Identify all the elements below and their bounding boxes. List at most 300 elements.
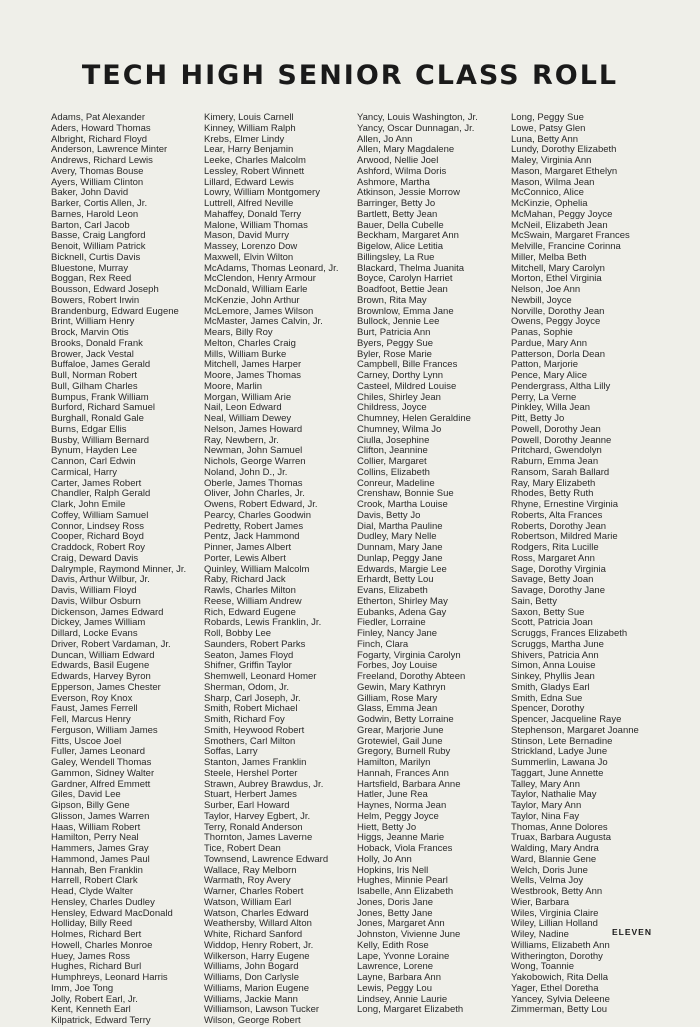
student-name: Clifton, Jeannine	[357, 445, 428, 457]
student-name: Hoback, Viola Frances	[357, 843, 453, 854]
student-name: Roberts, Alta Frances	[511, 509, 603, 521]
student-name: Nelson, James Howard	[204, 423, 303, 435]
student-name: Lear, Harry Benjamin	[204, 144, 294, 156]
student-name: Stuart, Herbert James	[204, 789, 297, 801]
student-name: Hammers, James Gray	[51, 843, 149, 854]
student-name: Lindsey, Annie Laurie	[357, 993, 448, 1005]
student-name: White, Richard Sanford	[204, 929, 303, 940]
student-name: Evans, Elizabeth	[357, 585, 428, 596]
student-name: Bynum, Hayden Lee	[51, 445, 138, 457]
student-name: Bull, Gilham Charles	[51, 380, 138, 392]
student-name: Nail, Leon Edward	[204, 402, 282, 414]
student-name: McLemore, James Wilson	[204, 305, 314, 317]
student-name: Malone, William Thomas	[204, 219, 308, 231]
student-name: Davis, Arthur Wilbur, Jr.	[51, 574, 150, 586]
student-name: Allen, Mary Magdalene	[357, 144, 455, 156]
student-name: Holliday, Billy Reed	[51, 918, 133, 930]
student-name: Witherington, Dorothy	[511, 950, 603, 962]
student-name: Shifner, Griffin Taylor	[204, 660, 292, 672]
student-name: Brock, Marvin Otis	[51, 327, 129, 338]
student-name: Basse, Craig Langford	[51, 230, 146, 242]
student-name: Carmical, Harry	[51, 466, 117, 478]
student-name: Saunders, Robert Parks	[204, 638, 306, 650]
student-name: Mason, David Murry	[204, 230, 289, 242]
student-name: Hensley, Charles Dudley	[51, 896, 155, 908]
roll-column-1	[51, 113, 221, 1027]
student-name: Melville, Francine Corinna	[511, 241, 621, 252]
student-name: Seaton, James Floyd	[204, 649, 294, 661]
student-name: Westbrook, Betty Ann	[511, 886, 603, 897]
student-name: Barringer, Betty Jo	[357, 198, 436, 209]
student-name: Smith, Heywood Robert	[204, 724, 305, 736]
student-name: Fuller, James Leonard	[51, 746, 145, 758]
student-name: Higgs, Jeanne Marie	[357, 832, 445, 844]
student-name: Walding, Mary Andra	[511, 843, 599, 854]
student-name: Crook, Martha Louise	[357, 499, 448, 510]
student-name: Lundy, Dorothy Elizabeth	[511, 144, 617, 156]
student-name: Grotewiel, Gail June	[357, 735, 443, 747]
student-name: Dunlap, Peggy Jane	[357, 552, 443, 564]
student-name: McDonald, William Earle	[204, 284, 308, 295]
student-name: Brower, Jack Vestal	[51, 348, 134, 360]
student-name: McSwain, Margaret Frances	[511, 230, 630, 242]
student-name: Coffey, William Samuel	[51, 509, 149, 521]
student-name: Surber, Earl Howard	[204, 800, 290, 811]
student-name: Kimery, Louis Carnell	[204, 113, 294, 123]
student-name: Hughes, Richard Burl	[51, 961, 142, 973]
student-name: Hannah, Frances Ann	[357, 767, 449, 779]
student-name: Brooks, Donald Frank	[51, 337, 143, 349]
student-name: Fiedler, Lorraine	[357, 617, 426, 629]
student-name: Pence, Mary Alice	[511, 370, 588, 381]
student-name: Allen, Jo Ann	[357, 133, 413, 145]
student-name: Newbill, Joyce	[511, 294, 572, 306]
student-name: Yancy, Oscar Dunnagan, Jr.	[357, 122, 475, 134]
student-name: Burt, Patricia Ann	[357, 327, 431, 338]
student-name: Powell, Dorothy Jeanne	[511, 434, 612, 446]
student-name: Williams, Don Carlysle	[204, 972, 300, 983]
student-name: Morgan, William Arie	[204, 391, 292, 403]
student-name: Hammond, James Paul	[51, 853, 150, 865]
student-name: Bull, Norman Robert	[51, 370, 138, 381]
student-name: Haas, William Robert	[51, 821, 141, 833]
student-name: Strawn, Aubrey Brawdus, Jr.	[204, 778, 324, 790]
student-name: Ayers, William Clinton	[51, 176, 144, 188]
student-name: Eubanks, Adena Gay	[357, 606, 447, 618]
student-name: Albright, Richard Floyd	[51, 133, 148, 145]
student-name: Warmath, Roy Avery	[204, 875, 291, 887]
student-name: Wilson, George Robert	[204, 1015, 301, 1026]
student-name: Wier, Barbara	[511, 896, 570, 908]
student-name: Melton, Charles Craig	[204, 337, 296, 349]
student-name: Ferguson, William James	[51, 724, 158, 736]
student-name: Widdop, Henry Robert, Jr.	[204, 939, 314, 951]
student-name: Gregory, Burnell Ruby	[357, 746, 451, 758]
student-name: Kinney, William Ralph	[204, 122, 296, 134]
student-name: Wells, Velma Joy	[511, 875, 584, 887]
student-name: Pitt, Betty Jo	[511, 413, 565, 424]
student-name: Shivers, Patricia Ann	[511, 649, 599, 661]
page-title: TECH HIGH SENIOR CLASS ROLL	[81, 60, 619, 91]
student-name: Norville, Dorothy Jean	[511, 305, 605, 317]
student-name: Epperson, James Chester	[51, 681, 161, 693]
student-name: Fitts, Uscoe Joel	[51, 735, 122, 747]
student-name: Massey, Lorenzo Dow	[204, 241, 298, 252]
student-name: Pedretty, Robert James	[204, 520, 304, 532]
student-name: Moore, Marlin	[204, 380, 263, 392]
student-name: Pritchard, Gwendolyn	[511, 445, 602, 457]
student-name: Burns, Edgar Ellis	[51, 423, 127, 435]
student-name: Spencer, Dorothy	[511, 703, 585, 715]
student-name: Lowry, William Montgomery	[204, 187, 320, 199]
student-name: Haynes, Norma Jean	[357, 800, 447, 811]
student-name: Yancey, Sylvia Deleene	[511, 993, 610, 1005]
student-name: Fogarty, Virginia Carolyn	[357, 649, 461, 661]
student-name: Ashmore, Martha	[357, 176, 430, 188]
student-name: Glass, Emma Jean	[357, 703, 438, 715]
student-name: Edwards, Margie Lee	[357, 563, 447, 575]
student-name: Everson, Roy Knox	[51, 692, 133, 704]
student-name: Edwards, Basil Eugene	[51, 660, 150, 672]
student-name: Mears, Billy Roy	[204, 327, 273, 338]
roll-column-2	[204, 113, 374, 1027]
student-name: Howell, Charles Monroe	[51, 939, 153, 951]
student-name: Rhodes, Betty Ruth	[511, 488, 594, 500]
student-name: Porter, Lewis Albert	[204, 552, 286, 564]
student-name: Barton, Carl Jacob	[51, 219, 130, 231]
student-name: Hughes, Minnie Pearl	[357, 875, 448, 887]
student-name: Humphreys, Leonard Harris	[51, 972, 168, 983]
student-name: Smith, Gladys Earl	[511, 681, 590, 693]
student-name: Roberts, Dorothy Jean	[511, 520, 607, 532]
student-name: Taylor, Nina Fay	[511, 810, 580, 822]
student-name: Bousson, Edward Joseph	[51, 284, 159, 295]
student-name: Perry, La Verne	[511, 391, 577, 403]
student-name: Collins, Elizabeth	[357, 466, 430, 478]
student-name: Soffas, Larry	[204, 746, 258, 758]
student-name: Brownlow, Emma Jane	[357, 305, 454, 317]
roll-column-4	[511, 113, 681, 1016]
student-name: Grear, Marjorie June	[357, 724, 444, 736]
student-name: Rawls, Charles Milton	[204, 585, 296, 596]
student-name: Sharp, Carl Joseph, Jr.	[204, 692, 301, 704]
student-name: Lewis, Peggy Lou	[357, 982, 432, 994]
student-name: Edwards, Harvey Byron	[51, 671, 151, 682]
student-name: Williams, Marion Eugene	[204, 982, 310, 994]
student-name: Stinson, Lete Bernadine	[511, 735, 613, 747]
student-name: Williamson, Lawson Tucker	[204, 1004, 320, 1016]
student-name: Dalrymple, Raymond Minner, Jr.	[51, 563, 187, 575]
student-name: Pardue, Mary Ann	[511, 337, 588, 349]
student-name: Robards, Lewis Franklin, Jr.	[204, 617, 322, 629]
student-name: Jolly, Robert Earl, Jr.	[51, 993, 138, 1005]
student-name: Forbes, Joy Louise	[357, 660, 438, 672]
student-name: Yancy, Louis Washington, Jr.	[357, 113, 478, 123]
student-name: Freeland, Dorothy Abteen	[357, 671, 466, 682]
student-name: Spencer, Jacqueline Raye	[511, 714, 622, 725]
student-name: Benoit, William Patrick	[51, 241, 146, 252]
student-name: Bowers, Robert Irwin	[51, 294, 140, 306]
student-name: Lessley, Robert Winnett	[204, 165, 305, 177]
student-name: Pinner, James Albert	[204, 542, 292, 553]
student-name: Brown, Rita May	[357, 294, 427, 306]
student-name: Zimmerman, Betty Lou	[511, 1004, 608, 1016]
student-name: Neal, William Dewey	[204, 413, 292, 424]
student-name: McConnico, Alice	[511, 187, 584, 199]
student-name: Raburn, Emma Jean	[511, 456, 599, 467]
student-name: McMahan, Peggy Joyce	[511, 208, 613, 220]
student-name: Carney, Dorthy Lynn	[357, 370, 444, 381]
student-name: Dickey, James William	[51, 617, 146, 629]
student-name: Strickland, Ladye June	[511, 746, 608, 758]
student-name: Kent, Kenneth Earl	[51, 1004, 131, 1016]
student-name: Johnston, Vivienne June	[357, 929, 461, 940]
student-name: Chandler, Ralph Gerald	[51, 488, 151, 500]
student-name: Holly, Jo Ann	[357, 853, 412, 865]
student-name: Collier, Margaret	[357, 456, 427, 467]
student-name: Godwin, Betty Lorraine	[357, 714, 454, 725]
student-name: Beckham, Margaret Ann	[357, 230, 459, 242]
student-name: McMaster, James Calvin, Jr.	[204, 316, 323, 328]
student-name: Luttrell, Alfred Neville	[204, 198, 294, 209]
student-name: Sherman, Odom, Jr.	[204, 681, 290, 693]
student-name: Helm, Peggy Joyce	[357, 810, 439, 822]
student-name: Yakobowich, Rita Della	[511, 972, 608, 983]
student-name: Ray, Mary Elizabeth	[511, 477, 596, 489]
student-name: Watson, William Earl	[204, 896, 292, 908]
student-name: Scott, Patricia Joan	[511, 617, 593, 629]
student-name: McKenzie, John Arthur	[204, 294, 300, 306]
student-name: Burghall, Ronald Gale	[51, 413, 144, 424]
student-name: Truax, Barbara Augusta	[511, 832, 611, 844]
student-name: Brandenburg, Edward Eugene	[51, 305, 179, 317]
student-name: Billingsley, La Rue	[357, 251, 435, 263]
student-name: Smothers, Carl Milton	[204, 735, 296, 747]
student-name: Jones, Betty Jane	[357, 907, 433, 919]
student-name: Lape, Yvonne Loraine	[357, 950, 450, 962]
student-name: Taylor, Harvey Egbert, Jr.	[204, 810, 311, 822]
student-name: Finch, Clara	[357, 638, 409, 650]
student-name: Mitchell, Mary Carolyn	[511, 262, 605, 274]
student-name: Connor, Lindsey Ross	[51, 520, 144, 532]
student-name: Townsend, Lawrence Edward	[204, 853, 329, 865]
student-name: Sage, Dorothy Virginia	[511, 563, 606, 575]
student-name: Finley, Nancy Jane	[357, 628, 438, 639]
student-name: Williams, Elizabeth Ann	[511, 939, 610, 951]
student-name: Jones, Doris Jane	[357, 896, 434, 908]
student-name: Craig, Deward Davis	[51, 552, 139, 564]
student-name: Saxon, Betty Sue	[511, 606, 585, 618]
student-name: Mahaffey, Donald Terry	[204, 208, 302, 220]
student-name: Wilkerson, Harry Eugene	[204, 950, 310, 962]
student-name: Craddock, Robert Roy	[51, 542, 145, 553]
student-name: Mills, William Burke	[204, 348, 287, 360]
student-name: Hamilton, Marilyn	[357, 757, 431, 768]
student-name: Oliver, John Charles, Jr.	[204, 488, 305, 500]
student-name: Glisson, James Warren	[51, 810, 150, 822]
student-name: Giles, David Lee	[51, 789, 121, 801]
student-name: Baker, John David	[51, 187, 129, 199]
student-name: Gewin, Mary Kathryn	[357, 681, 446, 693]
student-name: Raby, Richard Jack	[204, 574, 286, 586]
student-name: Talley, Mary Ann	[511, 778, 580, 790]
student-name: Leeke, Charles Malcolm	[204, 155, 306, 166]
student-name: Ray, Newbern, Jr.	[204, 434, 279, 446]
student-name: Mason, Wilma Jean	[511, 176, 595, 188]
student-name: Cannon, Carl Edwin	[51, 456, 136, 467]
student-name: Cooper, Richard Boyd	[51, 531, 144, 543]
student-name: Warner, Charles Robert	[204, 886, 304, 897]
student-name: Savage, Dorothy Jane	[511, 585, 606, 596]
student-name: Lillard, Edward Lewis	[204, 176, 294, 188]
student-name: Driver, Robert Vardaman, Jr.	[51, 638, 171, 650]
student-name: Long, Margaret Elizabeth	[357, 1004, 464, 1016]
student-name: Davis, Betty Jo	[357, 509, 421, 521]
student-name: Weathersby, Willard Alton	[204, 918, 312, 930]
student-name: Gipson, Billy Gene	[51, 800, 130, 811]
student-name: Rodgers, Rita Lucille	[511, 542, 599, 553]
student-name: Boyce, Carolyn Harriet	[357, 273, 453, 285]
student-name: Adams, Pat Alexander	[51, 113, 145, 123]
student-name: Noland, John D., Jr.	[204, 466, 288, 478]
student-name: Maxwell, Elvin Wilton	[204, 251, 294, 263]
student-name: Kelly, Edith Rose	[357, 939, 429, 951]
student-name: Etherton, Shirley May	[357, 595, 448, 607]
student-name: Ross, Margaret Ann	[511, 552, 595, 564]
student-name: Davis, William Floyd	[51, 585, 137, 596]
student-name: Williams, Jackie Mann	[204, 993, 298, 1005]
student-name: Atkinson, Jessie Morrow	[357, 187, 460, 199]
student-name: Busby, William Bernard	[51, 434, 150, 446]
student-name: Ciulla, Josephine	[357, 434, 430, 446]
student-name: Stephenson, Margaret Joanne	[511, 724, 639, 736]
student-name: Wiley, Lillian Holland	[511, 918, 598, 930]
student-name: Roll, Bobby Lee	[204, 628, 272, 639]
student-name: Morton, Ethel Virginia	[511, 273, 602, 285]
student-name: Gardner, Alfred Emmett	[51, 778, 151, 790]
student-name: Chumney, Helen Geraldine	[357, 413, 471, 424]
student-name: Owens, Peggy Joyce	[511, 316, 601, 328]
student-name: Pendergrass, Altha Lilly	[511, 380, 611, 392]
student-name: Jones, Margaret Ann	[357, 918, 445, 930]
student-name: Scruggs, Frances Elizabeth	[511, 628, 628, 639]
student-name: Patton, Marjorie	[511, 359, 579, 371]
student-name: Gilliam, Rose Mary	[357, 692, 438, 704]
student-name: Bluestone, Murray	[51, 262, 129, 274]
student-name: Lowe, Patsy Glen	[511, 122, 586, 134]
student-name: Panas, Sophie	[511, 327, 573, 338]
student-name: Dial, Martha Pauline	[357, 520, 443, 532]
student-name: McNeil, Elizabeth Jean	[511, 219, 608, 231]
student-name: Watson, Charles Edward	[204, 907, 309, 919]
student-name: Shemwell, Leonard Homer	[204, 671, 317, 682]
student-name: Ashford, Wilma Doris	[357, 165, 447, 177]
student-name: Quinley, William Malcolm	[204, 563, 310, 575]
student-name: Blackard, Thelma Juanita	[357, 262, 465, 274]
student-name: Bullock, Jennie Lee	[357, 316, 440, 328]
student-name: Duncan, William Edward	[51, 649, 155, 661]
student-name: Davis, Wilbur Osburn	[51, 595, 141, 607]
student-name: Ransom, Sarah Ballard	[511, 466, 610, 478]
student-name: Long, Peggy Sue	[511, 113, 584, 123]
student-name: Head, Clyde Walter	[51, 886, 134, 897]
student-name: Krebs, Elmer Lindy	[204, 133, 285, 145]
student-name: Simon, Anna Louise	[511, 660, 596, 672]
student-name: Williams, John Bogard	[204, 961, 299, 973]
student-name: Chiles, Shirley Jean	[357, 391, 441, 403]
student-name: Yager, Ethel Doretha	[511, 982, 599, 994]
student-name: Bicknell, Curtis Davis	[51, 251, 141, 263]
student-name: Aders, Howard Thomas	[51, 122, 151, 134]
student-name: Oberle, James Thomas	[204, 477, 303, 489]
student-name: Byers, Peggy Sue	[357, 337, 434, 349]
student-name: Bigelow, Alice Letitia	[357, 241, 444, 252]
student-name: Boadfoot, Bettie Jean	[357, 284, 448, 295]
student-name: Stanton, James Franklin	[204, 757, 307, 768]
student-name: Andrews, Richard Lewis	[51, 155, 153, 166]
student-name: Pearcy, Charles Goodwin	[204, 509, 312, 521]
student-name: Clark, John Emile	[51, 499, 126, 510]
student-name: Carter, James Robert	[51, 477, 142, 489]
student-name: Buffaloe, James Gerald	[51, 359, 151, 371]
student-name: Mitchell, James Harper	[204, 359, 302, 371]
student-name: Thornton, James Laverne	[204, 832, 313, 844]
student-name: Pentz, Jack Hammond	[204, 531, 300, 543]
student-name: Powell, Dorothy Jean	[511, 423, 601, 435]
student-name: Holmes, Richard Bert	[51, 929, 142, 940]
student-name: Gammon, Sidney Walter	[51, 767, 155, 779]
student-name: McKinzie, Ophelia	[511, 198, 588, 209]
student-name: Fell, Marcus Henry	[51, 714, 131, 725]
student-name: Imm, Joe Tong	[51, 982, 114, 994]
student-name: Hiett, Betty Jo	[357, 821, 417, 833]
student-name: Bartlett, Betty Jean	[357, 208, 438, 220]
student-name: Sain, Betty	[511, 595, 557, 607]
student-name: Hamilton, Perry Neal	[51, 832, 139, 844]
student-name: Taylor, Mary Ann	[511, 800, 582, 811]
student-name: Robertson, Mildred Marie	[511, 531, 618, 543]
student-name: Luna, Betty Ann	[511, 133, 579, 145]
student-name: Wong, Toannie	[511, 961, 575, 973]
student-name: Terry, Ronald Anderson	[204, 821, 303, 833]
student-name: Chumney, Wilma Jo	[357, 423, 442, 435]
student-name: Kilpatrick, Edward Terry	[51, 1015, 151, 1026]
student-name: Conreur, Madeline	[357, 477, 435, 489]
student-name: Mason, Margaret Ethelyn	[511, 165, 618, 177]
student-name: Scruggs, Martha June	[511, 638, 604, 650]
student-name: Tice, Robert Dean	[204, 843, 281, 854]
student-name: Smith, Edna Sue	[511, 692, 583, 704]
roll-column-3	[357, 113, 527, 1016]
student-name: Thomas, Anne Dolores	[511, 821, 608, 833]
student-name: Owens, Robert Edward, Jr.	[204, 499, 318, 510]
student-name: Crenshaw, Bonnie Sue	[357, 488, 454, 500]
student-name: Barker, Cortis Allen, Jr.	[51, 198, 148, 209]
student-name: Wiles, Virginia Claire	[511, 907, 599, 919]
student-name: Faust, James Ferrell	[51, 703, 138, 715]
student-name: Erhardt, Betty Lou	[357, 574, 434, 586]
student-name: Summerlin, Lawana Jo	[511, 757, 608, 768]
student-name: Savage, Betty Joan	[511, 574, 594, 586]
student-name: Campbell, Bille Frances	[357, 359, 458, 371]
student-name: Isabelle, Ann Elizabeth	[357, 886, 454, 897]
student-name: Huey, James Ross	[51, 950, 131, 962]
student-name: Hatler, June Rea	[357, 789, 428, 801]
student-name: Dillard, Locke Evans	[51, 628, 138, 639]
student-name: Rich, Edward Eugene	[204, 606, 296, 618]
student-name: Wiley, Nadine	[511, 929, 569, 940]
student-name: Nichols, George Warren	[204, 456, 306, 467]
